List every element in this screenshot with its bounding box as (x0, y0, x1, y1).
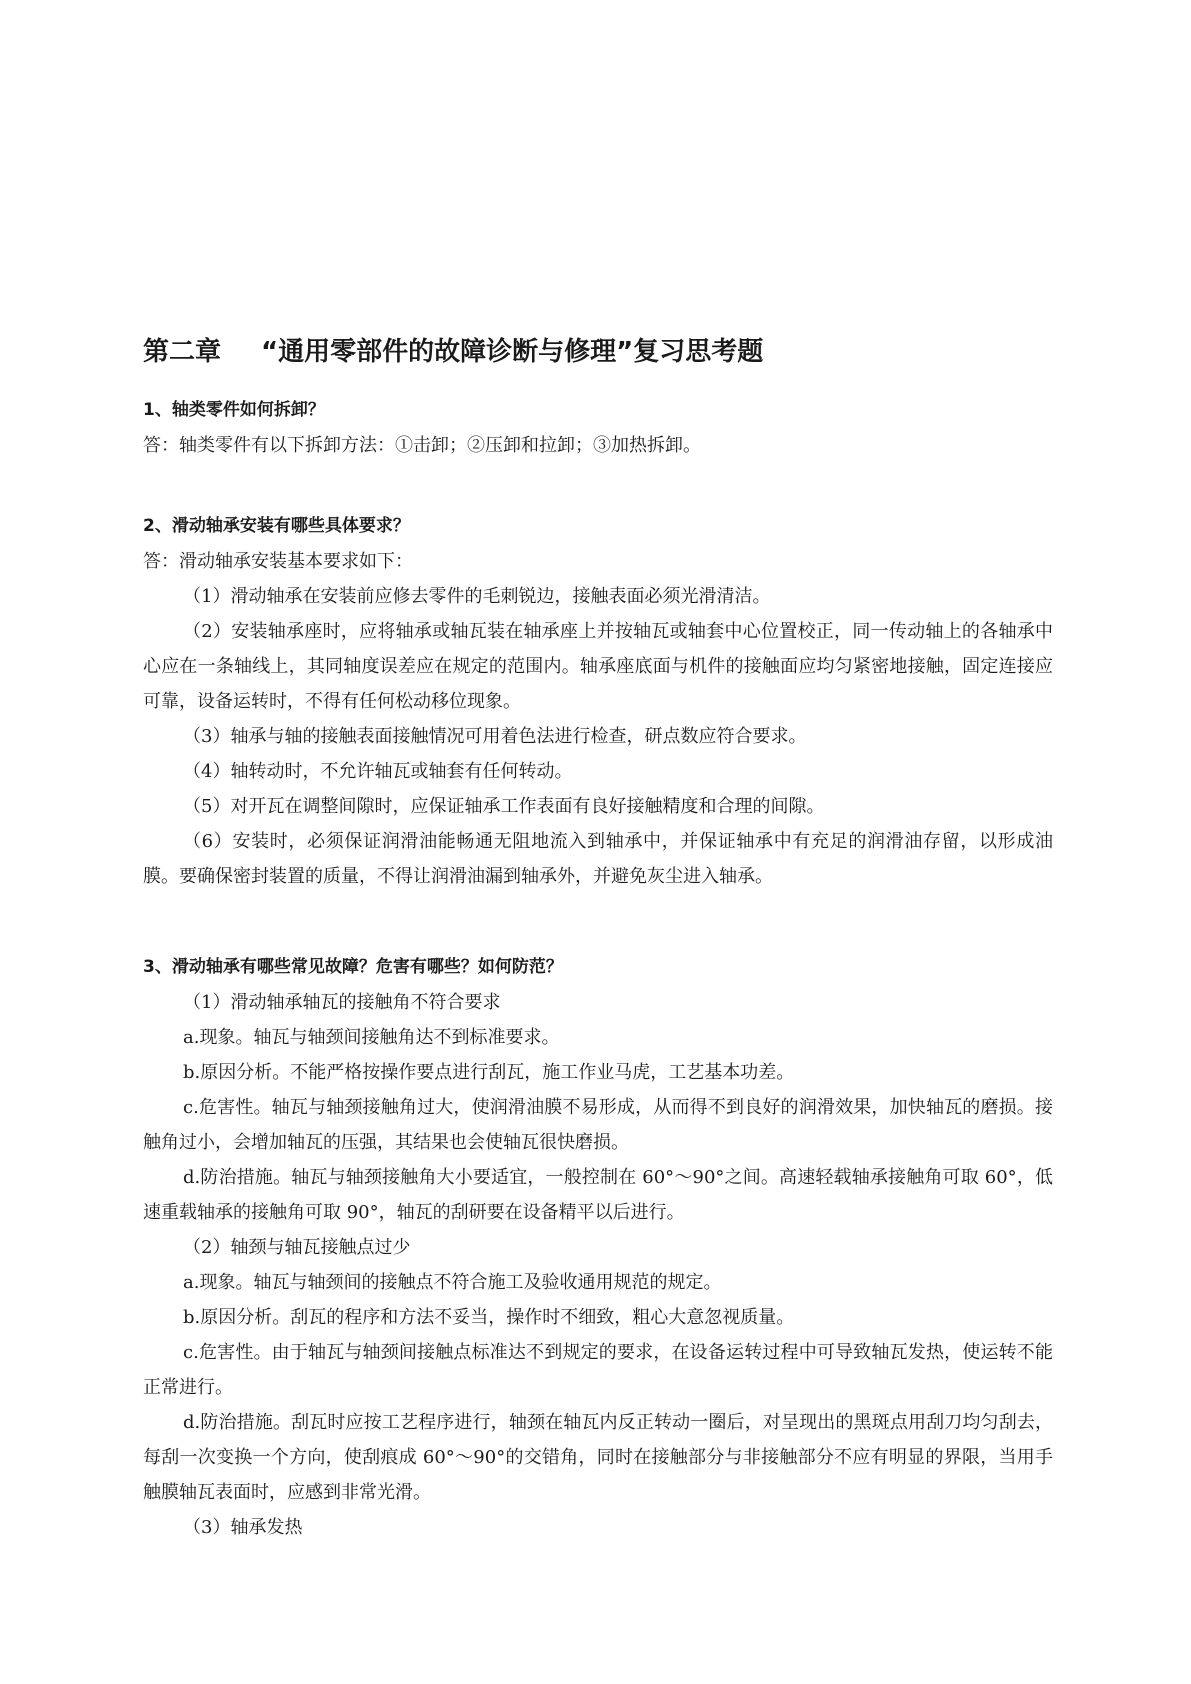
chapter-name: “通用零部件的故障诊断与修理”复习思考题 (261, 337, 764, 367)
subsection-1-heading: （1）滑动轴承轴瓦的接触角不符合要求 (183, 992, 501, 1013)
question-3-section (143, 950, 1053, 1545)
subsection-1-phenomenon: a.现象。轴瓦与轴颈间接触角达不到标准要求。 (183, 1027, 560, 1048)
question-2-item: （4）轴转动时，不允许轴瓦或轴套有任何转动。 (183, 761, 573, 782)
subsection-1-cause: b.原因分析。不能严格按操作要点进行刮瓦，施工作业马虎，工艺基本功差。 (183, 1062, 795, 1083)
question-1-answer: 答：轴类零件有以下拆卸方法：①击卸；②压卸和拉卸；③加热拆卸。 (143, 435, 701, 456)
subsection-2-prevention: d.防治措施。刮瓦时应按工艺程序进行，轴颈在轴瓦内反正转动一圈后，对呈现出的黑斑点用刮刀均匀刮去，每刮一次变换一个方向，使刮痕成 60°～90°的交错角，同时在接触部分与非接触部分不应有明显的界限，当用手触膜轴瓦表面时，应感到非常光滑。 (143, 1412, 1053, 1503)
subsection-2-heading: （2）轴颈与轴瓦接触点过少 (183, 1237, 411, 1258)
chapter-number: 第二章 (143, 337, 222, 367)
question-2-heading: 2、滑动轴承安装有哪些具体要求？ (143, 516, 410, 536)
question-1-heading: 1、轴类零件如何拆卸？ (143, 400, 325, 420)
subsection-2-phenomenon: a.现象。轴瓦与轴颈间的接触点不符合施工及验收通用规范的规定。 (183, 1272, 722, 1293)
question-2-section (143, 509, 1053, 894)
question-2-item: （1）滑动轴承在安装前应修去零件的毛刺锐边，接触表面必须光滑清洁。 (183, 586, 771, 607)
subsection-2-harm: c.危害性。由于轴瓦与轴颈间接触点标准达不到规定的要求，在设备运转过程中可导致轴瓦发热，使运转不能正常进行。 (143, 1342, 1053, 1398)
subsection-1-prevention: d.防治措施。轴瓦与轴颈接触角大小要适宜，一般控制在 60°～90°之间。高速轻载轴承接触角可取 60°，低速重载轴承的接触角可取 90°，轴瓦的刮研要在设备精平以后进行。 (143, 1167, 1053, 1223)
chapter-title (143, 334, 763, 370)
question-3-heading: 3、滑动轴承有哪些常见故障？危害有哪些？如何防范？ (143, 957, 563, 977)
question-2-item: （6）安装时，必须保证润滑油能畅通无阻地流入到轴承中，并保证轴承中有充足的润滑油存留，以形成油膜。要确保密封装置的质量，不得让润滑油漏到轴承外，并避免灰尘进入轴承。 (143, 831, 1053, 887)
question-1-section (143, 393, 1053, 463)
question-2-item: （5）对开瓦在调整间隙时，应保证轴承工作表面有良好接触精度和合理的间隙。 (183, 796, 825, 817)
question-2-item: （3）轴承与轴的接触表面接触情况可用着色法进行检查，研点数应符合要求。 (183, 726, 807, 747)
question-2-intro: 答：滑动轴承安装基本要求如下： (143, 551, 413, 572)
subsection-2-cause: b.原因分析。刮瓦的程序和方法不妥当，操作时不细致，粗心大意忽视质量。 (183, 1307, 795, 1328)
subsection-1-harm: c.危害性。轴瓦与轴颈接触角过大，使润滑油膜不易形成，从而得不到良好的润滑效果，加快轴瓦的磨损。接触角过小，会增加轴瓦的压强，其结果也会使轴瓦很快磨损。 (143, 1097, 1053, 1153)
subsection-3-heading: （3）轴承发热 (183, 1517, 303, 1538)
question-2-item: （2）安装轴承座时，应将轴承或轴瓦装在轴承座上并按轴瓦或轴套中心位置校正，同一传动轴上的各轴承中心应在一条轴线上，其同轴度误差应在规定的范围内。轴承座底面与机件的接触面应均匀紧密地接触，固定连接应可靠，设备运转时，不得有任何松动移位现象。 (143, 621, 1053, 712)
